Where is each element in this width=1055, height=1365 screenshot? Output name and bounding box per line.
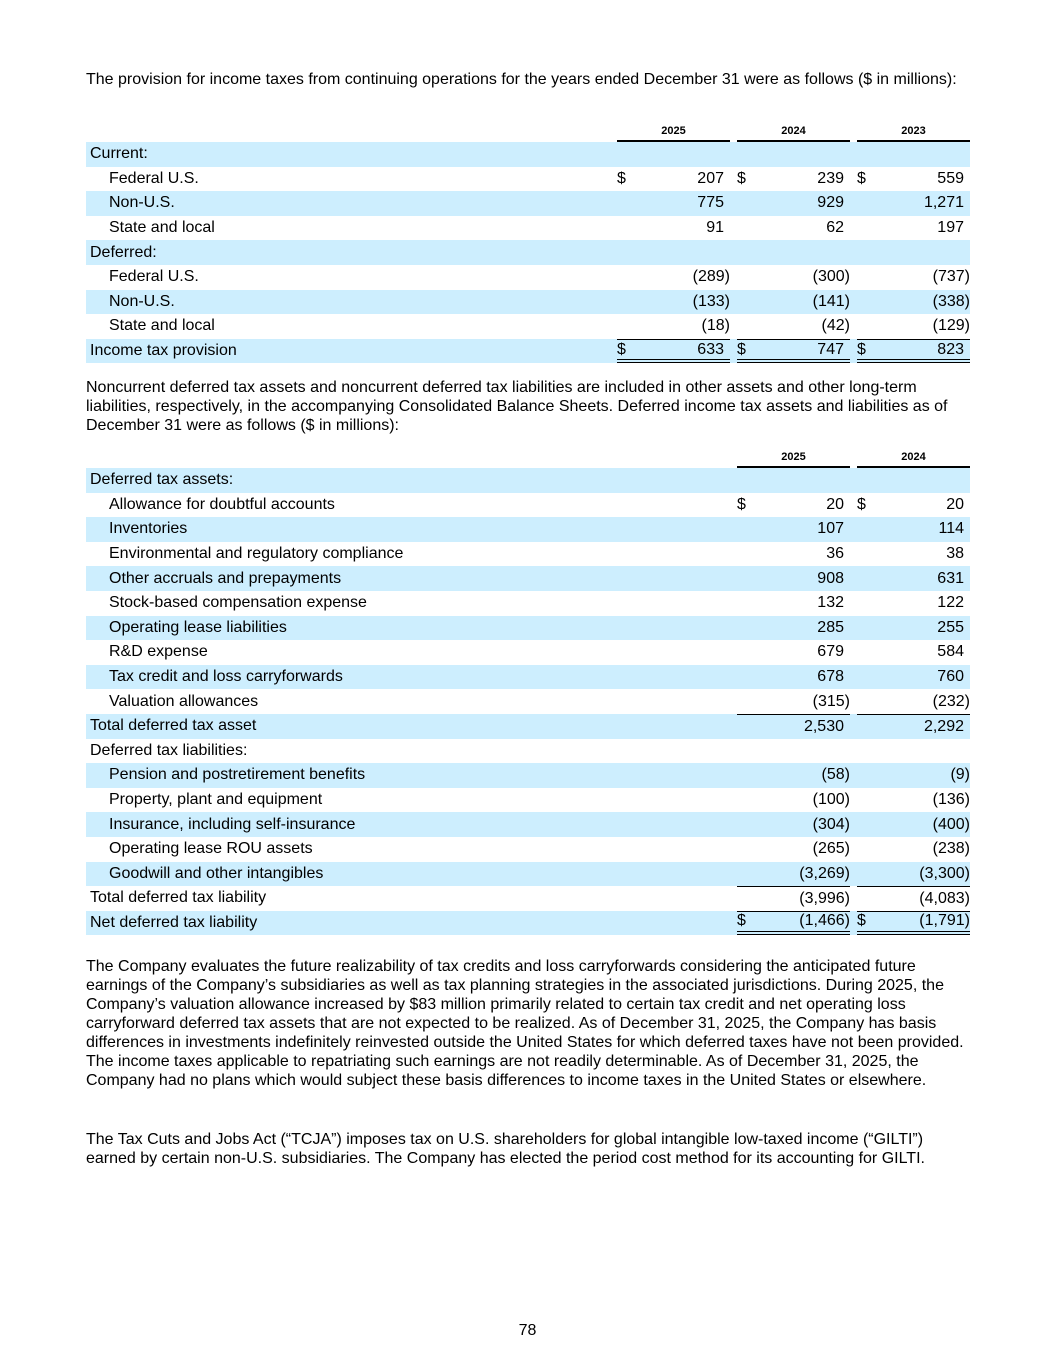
- value-cell: [737, 314, 850, 339]
- cell-value: 679: [817, 643, 844, 661]
- cell-value: 114: [938, 520, 964, 538]
- value-cell: [857, 689, 970, 714]
- value-cell: [617, 167, 730, 192]
- intro-paragraph-2: Noncurrent deferred tax assets and noncurrent deferred tax liabilities are included in other assets and other long-term liabilities, respectively, in the accompanying Consolidated Balance Sheets. Deferred income tax assets and liabilities as of December 31 were as follows ($ in millions):: [86, 379, 948, 434]
- value-cell: [737, 640, 850, 665]
- value-cell: [737, 739, 850, 764]
- cell-value: (1,466): [799, 912, 850, 930]
- row-label: Allowance for doubtful accounts: [109, 495, 335, 513]
- table-row: [86, 191, 970, 216]
- value-cell: [857, 265, 970, 290]
- value-cell: [857, 862, 970, 887]
- value-cell: [737, 517, 850, 542]
- cell-value: 908: [817, 569, 844, 587]
- value-cell: [857, 665, 970, 690]
- tcja-paragraph: The Tax Cuts and Jobs Act (“TCJA”) imposes tax on U.S. shareholders for global intangible low-taxed income (“GILTI”) earned by certain non-U.S. subsidiaries. The Company has elected the period cost method for its accounting for GILTI.: [86, 1131, 925, 1167]
- row-label: Non-U.S.: [109, 194, 175, 212]
- cell-value: (4,083): [919, 889, 970, 907]
- table-row: [86, 240, 970, 265]
- cell-value: 20: [946, 495, 964, 513]
- row-label: Non-U.S.: [109, 292, 175, 310]
- row-label: Federal U.S.: [109, 169, 199, 187]
- row-label: Deferred tax liabilities:: [90, 741, 248, 759]
- dollar-sign: $: [737, 169, 746, 187]
- value-cell: [737, 290, 850, 315]
- row-label: Stock-based compensation expense: [109, 594, 367, 612]
- value-cell: [857, 191, 970, 216]
- cell-value: 678: [817, 668, 844, 686]
- value-cell: [617, 191, 730, 216]
- value-cell: [737, 788, 850, 813]
- table-row: [86, 837, 970, 862]
- value-cell: [857, 142, 970, 167]
- row-label: Goodwill and other intangibles: [109, 864, 324, 882]
- value-cell: [857, 290, 970, 315]
- value-cell: [857, 542, 970, 567]
- cell-value: (3,996): [799, 889, 850, 907]
- row-label: Federal U.S.: [109, 268, 199, 286]
- value-cell: [617, 314, 730, 339]
- cell-value: (737): [932, 268, 970, 286]
- dollar-sign: $: [737, 912, 746, 930]
- dollar-sign: $: [737, 340, 746, 358]
- row-label: Current:: [90, 145, 148, 163]
- cell-value: (232): [932, 692, 970, 710]
- value-cell: [737, 265, 850, 290]
- year-header: 2023: [857, 125, 970, 142]
- value-cell: [857, 314, 970, 339]
- cell-value: 62: [826, 219, 844, 237]
- value-cell: [857, 493, 970, 518]
- value-cell: [737, 714, 850, 739]
- cell-value: (300): [812, 268, 850, 286]
- value-cell: [857, 911, 970, 936]
- row-label: Total deferred tax asset: [90, 717, 257, 735]
- cell-value: 760: [937, 668, 964, 686]
- value-cell: [737, 142, 850, 167]
- value-cell: [737, 468, 850, 493]
- intro-paragraph-1: The provision for income taxes from continuing operations for the years ended December 31 were as follows ($ in millions):: [86, 71, 957, 88]
- cell-value: 559: [937, 169, 964, 187]
- row-label: Environmental and regulatory compliance: [109, 545, 404, 563]
- value-cell: [737, 167, 850, 192]
- row-label: Pension and postretirement benefits: [109, 766, 366, 784]
- value-cell: [737, 566, 850, 591]
- cell-value: (18): [701, 317, 730, 335]
- table-row: [86, 314, 970, 339]
- cell-value: (238): [932, 840, 970, 858]
- value-cell: [857, 616, 970, 641]
- cell-value: 747: [817, 340, 844, 358]
- year-header: 2025: [617, 125, 730, 142]
- value-cell: [857, 837, 970, 862]
- table-header: [86, 446, 970, 468]
- cell-value: 20: [826, 495, 844, 513]
- value-cell: [617, 216, 730, 241]
- cell-value: (289): [692, 268, 730, 286]
- value-cell: [857, 566, 970, 591]
- value-cell: [737, 911, 850, 936]
- cell-value: 285: [817, 618, 844, 636]
- income-tax-provision-table: [86, 120, 970, 363]
- cell-value: 132: [817, 594, 844, 612]
- cell-value: (100): [812, 791, 850, 809]
- value-cell: [857, 739, 970, 764]
- value-cell: [857, 591, 970, 616]
- table-row: [86, 812, 970, 837]
- table-row: [86, 640, 970, 665]
- cell-value: (129): [932, 317, 970, 335]
- valuation-allowance-paragraph: The Company evaluates the future realizability of tax credits and loss carryforwards considering the anticipated future earnings of the Company’s subsidiaries as well as tax planning strategies in the associated jurisdictions. During 2025, the Company’s valuation allowance increased by $83 million primarily related to certain tax credit and net operating loss carryforward deferred tax assets that are not expected to be realized. As of December 31, 2025, the Company has basis differences in investments indefinitely reinvested outside the United States for which deferred taxes have not been provided. The income taxes applicable to repatriating such earnings are not readily determinable. As of December 31, 2025, the Company had no plans which would subject these basis differences to income taxes in the United States or elsewhere.: [86, 958, 964, 1089]
- cell-value: 1,271: [923, 194, 964, 212]
- cell-value: (265): [812, 840, 850, 858]
- cell-value: 207: [697, 169, 724, 187]
- table-row: [86, 739, 970, 764]
- value-cell: [737, 886, 850, 911]
- value-cell: [737, 191, 850, 216]
- value-cell: [737, 216, 850, 241]
- cell-value: (315): [812, 692, 850, 710]
- value-cell: [617, 240, 730, 265]
- cell-value: 107: [817, 520, 844, 538]
- row-label: State and local: [109, 219, 215, 237]
- row-label: Insurance, including self-insurance: [109, 815, 356, 833]
- cell-value: (3,300): [919, 864, 970, 882]
- row-label: Property, plant and equipment: [109, 791, 323, 809]
- cell-value: (141): [812, 292, 850, 310]
- dollar-sign: $: [857, 495, 866, 513]
- row-label: Operating lease liabilities: [109, 618, 287, 636]
- cell-value: 929: [817, 194, 844, 212]
- cell-value: (3,269): [799, 864, 850, 882]
- value-cell: [857, 812, 970, 837]
- value-cell: [857, 714, 970, 739]
- dollar-sign: $: [737, 495, 746, 513]
- cell-value: 239: [817, 169, 844, 187]
- table-row: [86, 339, 970, 364]
- year-header: 2024: [737, 125, 850, 142]
- row-label: Deferred:: [90, 243, 157, 261]
- cell-value: 38: [946, 545, 964, 563]
- cell-value: (400): [932, 815, 970, 833]
- table-row: [86, 911, 970, 936]
- cell-value: 631: [937, 569, 964, 587]
- table-row: [86, 542, 970, 567]
- year-header: 2024: [857, 451, 970, 468]
- value-cell: [737, 837, 850, 862]
- value-cell: [737, 591, 850, 616]
- deferred-tax-table: [86, 446, 970, 935]
- cell-value: 122: [937, 594, 964, 612]
- row-label: Deferred tax assets:: [90, 471, 234, 489]
- cell-value: 255: [937, 618, 964, 636]
- value-cell: [737, 812, 850, 837]
- value-cell: [857, 468, 970, 493]
- cell-value: (338): [932, 292, 970, 310]
- cell-value: (9): [950, 766, 970, 784]
- cell-value: 633: [697, 340, 724, 358]
- table-row: [86, 517, 970, 542]
- table-row: [86, 763, 970, 788]
- table-row: [86, 714, 970, 739]
- table-row: [86, 493, 970, 518]
- table-header: [86, 120, 970, 142]
- cell-value: (1,791): [919, 912, 970, 930]
- value-cell: [737, 339, 850, 364]
- value-cell: [857, 339, 970, 364]
- cell-value: 775: [697, 194, 724, 212]
- table-row: [86, 886, 970, 911]
- table-row: [86, 788, 970, 813]
- cell-value: 36: [826, 545, 844, 563]
- value-cell: [737, 616, 850, 641]
- value-cell: [857, 886, 970, 911]
- value-cell: [737, 862, 850, 887]
- cell-value: (133): [692, 292, 730, 310]
- value-cell: [617, 142, 730, 167]
- table-row: [86, 290, 970, 315]
- value-cell: [857, 517, 970, 542]
- year-header: 2025: [737, 451, 850, 468]
- cell-value: 197: [937, 219, 964, 237]
- dollar-sign: $: [617, 169, 626, 187]
- value-cell: [857, 763, 970, 788]
- page-number: 78: [518, 1322, 537, 1339]
- row-label: Total deferred tax liability: [90, 889, 267, 907]
- row-label: Income tax provision: [90, 342, 237, 360]
- row-label: Tax credit and loss carryforwards: [109, 668, 343, 686]
- table-row: [86, 265, 970, 290]
- dollar-sign: $: [617, 340, 626, 358]
- table-row: [86, 566, 970, 591]
- table-row: [86, 665, 970, 690]
- row-label: Net deferred tax liability: [90, 913, 258, 931]
- table-row: [86, 616, 970, 641]
- value-cell: [857, 216, 970, 241]
- value-cell: [857, 240, 970, 265]
- value-cell: [737, 763, 850, 788]
- cell-value: (136): [932, 791, 970, 809]
- cell-value: 2,292: [923, 717, 964, 735]
- dollar-sign: $: [857, 912, 866, 930]
- table-row: [86, 142, 970, 167]
- value-cell: [737, 542, 850, 567]
- table-row: [86, 167, 970, 192]
- row-label: Operating lease ROU assets: [109, 840, 313, 858]
- value-cell: [857, 640, 970, 665]
- cell-value: 584: [937, 643, 964, 661]
- value-cell: [737, 665, 850, 690]
- value-cell: [857, 167, 970, 192]
- table-row: [86, 689, 970, 714]
- value-cell: [617, 339, 730, 364]
- value-cell: [737, 493, 850, 518]
- row-label: Inventories: [109, 520, 188, 538]
- table-row: [86, 862, 970, 887]
- cell-value: 91: [706, 219, 724, 237]
- value-cell: [737, 240, 850, 265]
- table-row: [86, 591, 970, 616]
- cell-value: (42): [821, 317, 850, 335]
- value-cell: [617, 265, 730, 290]
- cell-value: 2,530: [803, 717, 844, 735]
- value-cell: [737, 689, 850, 714]
- dollar-sign: $: [857, 340, 866, 358]
- row-label: State and local: [109, 317, 215, 335]
- cell-value: (58): [821, 766, 850, 784]
- table-row: [86, 468, 970, 493]
- row-label: Other accruals and prepayments: [109, 569, 342, 587]
- cell-value: 823: [937, 340, 964, 358]
- dollar-sign: $: [857, 169, 866, 187]
- value-cell: [617, 290, 730, 315]
- table-row: [86, 216, 970, 241]
- value-cell: [857, 788, 970, 813]
- cell-value: (304): [812, 815, 850, 833]
- row-label: Valuation allowances: [109, 692, 259, 710]
- row-label: R&D expense: [109, 643, 208, 661]
